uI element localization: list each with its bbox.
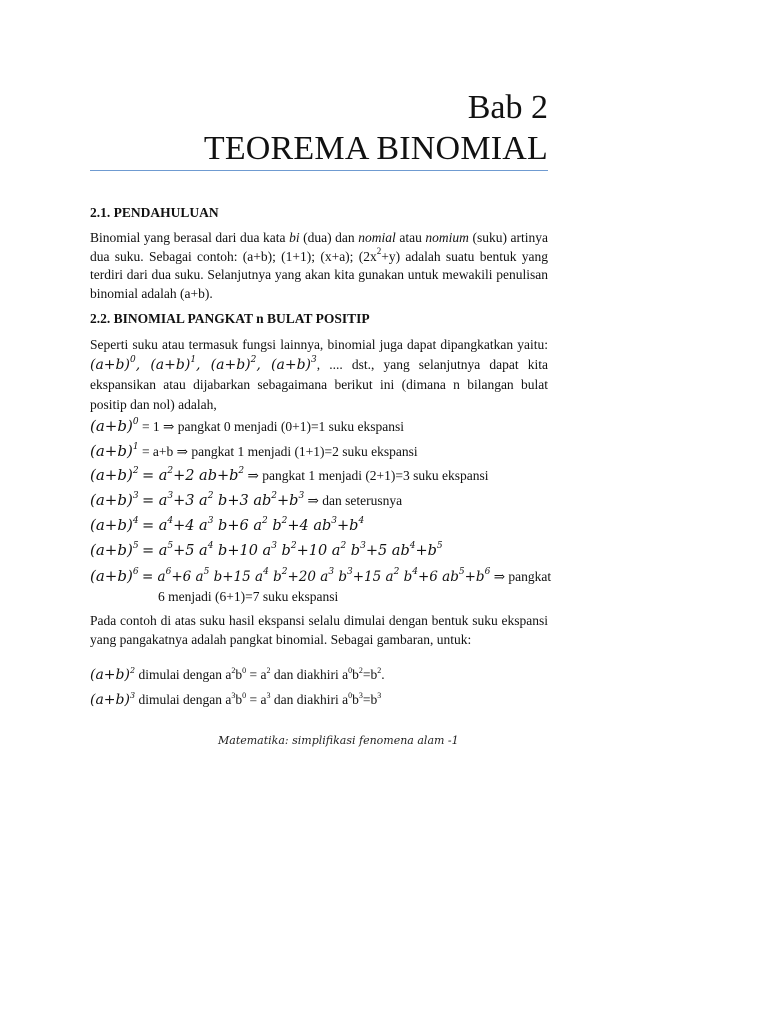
expansion-lhs-6: $(a+b)^6$ <box>90 567 139 585</box>
section-heading-pendahuluan: 2.1. PENDAHULUAN <box>90 205 219 220</box>
example-formula-2: $(a+b)^3$ <box>90 691 136 708</box>
chapter-heading <box>204 88 548 170</box>
power-list-formula: $(a+b)^0$, $(a+b)^1$, $(a+b)^2$, $(a+b)^3$ <box>90 355 317 373</box>
expansion-row-3 <box>90 491 402 509</box>
expansion-row-4 <box>90 516 364 534</box>
p1-text-b: (dua) dan <box>299 230 359 245</box>
paragraph-observation: Pada contoh di atas suku hasil ekspansi selalu dimulai dengan bentuk suku ekspansi yang pangakatnya adalah pangkat binomial. Sebagai gambaran, untuk: <box>90 613 548 647</box>
expansion-note-1: = a+b ⇒ pangkat 1 menjadi (1+1)=2 suku ekspansi <box>141 444 418 459</box>
p1-text-e: +y) adalah suatu bentuk yang terdiri dari dua suku. Selanjutnya yang akan kita gunakan untuk mewakili penulisan binomial adalah (a+b). <box>90 248 548 301</box>
expansion-lhs-0: $(a+b)^0$ <box>90 417 139 435</box>
p1-term-nomial: nomial <box>358 230 396 245</box>
expansion-row-0 <box>90 417 404 435</box>
chapter-title: TEOREMA BINOMIAL <box>203 129 548 167</box>
expansion-row-1 <box>90 442 418 460</box>
page-footer: Matematika: simplifikasi fenomena alam -1 <box>218 734 459 747</box>
p1-term-nomium: nomium <box>425 230 469 245</box>
expansion-rhs-3: = $a^3+3$ $a^2$ b+3 $ab^2+b^3$ <box>141 491 305 509</box>
expansion-row-5 <box>90 541 443 559</box>
expansion-note-6-cont: 6 menjadi (6+1)=7 suku ekspansi <box>158 589 339 604</box>
expansion-lhs-3: $(a+b)^3$ <box>90 491 139 509</box>
section-heading-binomial-pangkat: 2.2. BINOMIAL PANGKAT n BULAT POSITIP <box>90 311 370 326</box>
p1-superscript: 2 <box>376 245 382 256</box>
expansion-row-2 <box>90 466 489 484</box>
example-formula-1: $(a+b)^2$ <box>90 666 136 683</box>
p1-text-a: Binomial yang berasal dari dua kata <box>90 230 290 245</box>
expansion-row-6 <box>90 567 551 585</box>
example-row-2: $(a+b)^3$ dimulai dengan $a^3b^0 = a^3$ dan diakhiri $a^0b^3=b^3$ <box>90 691 382 708</box>
example-text-1: dimulai dengan a <box>138 667 232 682</box>
expansion-lhs-4: $(a+b)^4$ <box>90 516 139 534</box>
expansion-rhs-6: = $a^6+6$ $a^5$ b+15 $a^4$ $b^2+20$ $a^3$ $b^3+15$ $a^2$ $b^4+6$ $ab^5+b^6$ <box>141 567 491 585</box>
p1-text-d: (suku) artinya dua suku. Sebagai contoh: (a+b); (1+1); (x+a); (2x <box>90 230 548 264</box>
expansion-rhs-2: = $a^2+2$ $ab+b^2$ <box>141 466 245 484</box>
p2-text-b: , .... dst., yang selanjutnya dapat kita ekspansikan atau dijabarkan sebagaimana berikut ini (dimana n bilangan bulat positip dan nol) adalah, <box>90 357 548 412</box>
p1-text-c: atau <box>395 230 426 245</box>
paragraph-pangkat <box>90 335 548 415</box>
expansion-lhs-5: $(a+b)^5$ <box>90 541 139 559</box>
expansion-note-6: ⇒ pangkat <box>493 569 552 584</box>
example-row-1: $(a+b)^2$ dimulai dengan $a^2b^0 = a^2$ dan diakhiri $a^0b^2=b^2$. <box>90 666 385 683</box>
expansion-lhs-1: $(a+b)^1$ <box>90 442 139 460</box>
expansion-note-3: ⇒ dan seterusnya <box>307 493 403 508</box>
p2-text-a: Seperti suku atau termasuk fungsi lainnya, binomial juga dapat dipangkatkan yaitu: <box>90 337 548 352</box>
expansion-rhs-4: = $a^4+4$ $a^3$ b+6 $a^2$ $b^2+4$ $ab^3+b^4$ <box>141 516 365 534</box>
expansion-note-2: ⇒ pangkat 1 menjadi (2+1)=3 suku ekspansi <box>247 468 489 483</box>
expansion-rhs-5: = $a^5+5$ $a^4$ b+10 $a^3$ $b^2+10$ $a^2$ $b^3+5$ $ab^4+b^5$ <box>141 541 443 559</box>
expansion-note-0: = 1 ⇒ pangkat 0 menjadi (0+1)=1 suku ekspansi <box>141 419 405 434</box>
paragraph-intro <box>90 229 548 303</box>
expansion-lhs-2: $(a+b)^2$ <box>90 466 139 484</box>
heading-rule <box>90 170 548 171</box>
chapter-number: Bab 2 <box>467 89 548 126</box>
example-text-2: dimulai dengan a <box>138 692 232 707</box>
p1-term-bi: bi <box>289 230 300 245</box>
